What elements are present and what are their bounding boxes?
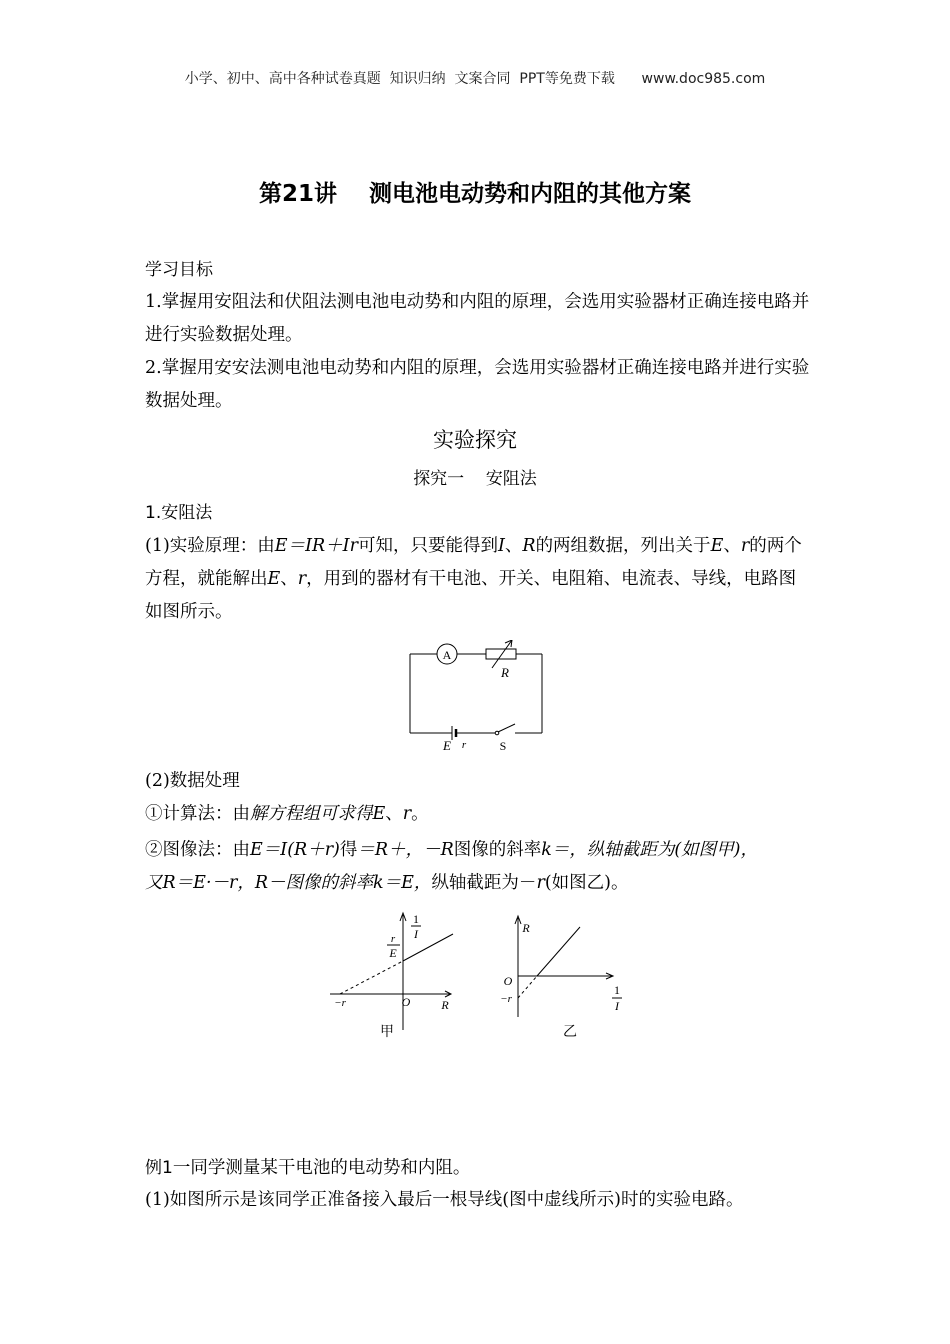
symbol-r: r xyxy=(740,536,750,556)
separator: 、 xyxy=(385,804,403,824)
intercept-denominator: E xyxy=(389,946,397,960)
symbol-E: E xyxy=(372,804,386,824)
page-title: 第21讲 测电池电动势和内阻的其他方案 xyxy=(258,181,692,207)
origin-label: O xyxy=(503,974,513,988)
principle-paragraph xyxy=(145,530,810,629)
principle-text-a: (1)实验原理：由 xyxy=(145,536,275,556)
separator: 、 xyxy=(280,569,298,589)
switch-contact xyxy=(495,731,499,735)
y-intercept-label: −r xyxy=(500,993,512,1005)
section-title: 实验探究 xyxy=(433,428,517,452)
x-axis-label: R xyxy=(441,998,449,1012)
internal-resistance-label: r xyxy=(461,739,467,751)
graph-jia-caption: 甲 xyxy=(380,1024,394,1040)
objective-item-1: 1.掌握用安阻法和伏阻法测电池电动势和内阻的原理，会选用实验器材正确连接电路并进行实验数据处理。 xyxy=(145,292,810,345)
subsection-title: 探究一 安阻法 xyxy=(413,469,537,489)
calc-text-a: ①计算法：由 xyxy=(145,804,250,824)
intercept-numerator: r xyxy=(390,933,396,945)
data-line xyxy=(403,934,453,961)
page-header: 小学、初中、高中各种试卷真题 知识归纳 文案合同 PPT等免费下载 www.doc985.com xyxy=(184,71,766,87)
resistor-label: R xyxy=(501,665,509,680)
graph-yi-caption: 乙 xyxy=(563,1024,577,1040)
data-line xyxy=(537,927,580,976)
graph-formula-2: (R＋r) xyxy=(287,840,340,860)
graph-text-b: 得 xyxy=(339,840,358,860)
example-question-1: (1)如图所示是该同学正准备接入最后一根导线(图中虚线所示)时的实验电路。 xyxy=(145,1190,744,1210)
ammeter-label: A xyxy=(442,648,452,662)
principle-text-b: 可知，只要能得到 xyxy=(357,536,498,556)
graph-text-a: ②图像法：由 xyxy=(145,840,250,860)
example-text: 一同学测量某干电池的电动势和内阻。 xyxy=(172,1158,471,1178)
principle-text-e: ，用到的器材有干电池、开关、电阻箱、电流表、导线，电路图如图所示。 xyxy=(145,569,797,622)
x-label-denominator: I xyxy=(615,999,619,1013)
graph-formula-1: E＝I xyxy=(250,840,288,860)
graph-text-e: (如图乙)。 xyxy=(544,873,629,893)
calc-text-b: 解方程组可求得 xyxy=(250,804,373,824)
principle-text-d: 的两个方程，就能解出 xyxy=(145,536,802,589)
symbol-E: E xyxy=(267,569,281,589)
calc-method-line xyxy=(145,798,810,831)
variable-arrow xyxy=(492,640,512,668)
extrapolated-dashed-line xyxy=(340,961,403,994)
graph-formula-3: ＝R＋，－R xyxy=(357,840,454,860)
example-paragraph xyxy=(145,1152,810,1185)
symbol-r: r xyxy=(536,873,545,893)
objectives-heading: 学习目标 xyxy=(145,260,213,280)
principle-text-c: 的两组数据，列出关于 xyxy=(535,536,711,556)
calc-text-c: 。 xyxy=(411,804,429,824)
resistor-box-symbol xyxy=(486,649,516,659)
example-label: 例1 xyxy=(145,1158,173,1178)
graph-formula-5: 又R＝E·－r，R－图像的斜率k＝E， xyxy=(145,873,432,893)
y-axis-label: R xyxy=(522,921,530,935)
symbol-E: E xyxy=(710,536,724,556)
principle-formula: E＝IR＋Ir xyxy=(274,536,358,556)
symbol-r: r xyxy=(297,569,307,589)
y-label-numerator: 1 xyxy=(413,912,419,926)
objective-item-2: 2.掌握用安安法测电池电动势和内阻的原理，会选用实验器材正确连接电路并进行实验数据处理。 xyxy=(145,358,810,411)
graph-method-paragraph xyxy=(145,834,810,900)
switch-blade xyxy=(498,724,515,732)
separator: 、 xyxy=(723,536,741,556)
extrapolated-dashed-line xyxy=(518,976,537,998)
circuit-diagram xyxy=(400,640,555,755)
separator: 、 xyxy=(504,536,523,556)
origin-label: O xyxy=(401,995,411,1009)
y-label-denominator: I xyxy=(414,927,418,941)
x-intercept-label: −r xyxy=(334,997,346,1009)
graph-formula-4: k＝，纵轴截距为(如图甲)， xyxy=(541,840,759,860)
graph-text-d: 纵轴截距为－ xyxy=(431,873,537,893)
graph-text-c: 图像的斜率 xyxy=(453,840,542,860)
symbol-R: R xyxy=(522,536,536,556)
emf-label: E xyxy=(443,738,451,753)
symbol-I: I xyxy=(497,536,505,556)
data-processing-heading: (2)数据处理 xyxy=(145,771,240,791)
switch-label: S xyxy=(499,739,507,753)
symbol-r: r xyxy=(402,804,412,824)
graph-jia xyxy=(320,905,470,1040)
method-heading: 1.安阻法 xyxy=(145,503,213,523)
x-label-numerator: 1 xyxy=(614,983,620,997)
